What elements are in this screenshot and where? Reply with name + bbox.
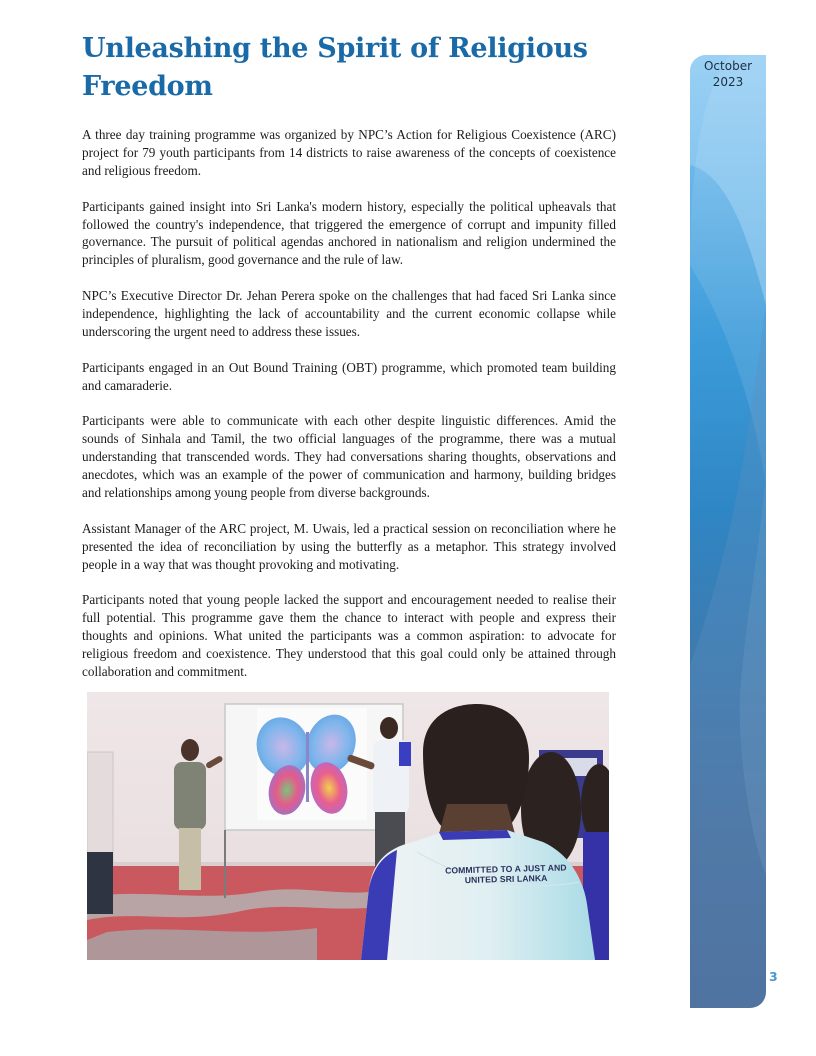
paragraph-obt: Participants engaged in an Out Bound Training (OBT) programme, which promoted team building and camaraderie. [82, 359, 616, 393]
paragraph-communication: Participants were able to communicate with each other despite linguistic differences. Amid the sounds of Sinhala and Tamil, the two official languages of the programme, there was a mutual understanding that transcended words. They had conversations sharing thoughts, observations and anecdotes, which was an example of the power of communication and harmony, building bridges and relationships among young people from diverse backgrounds. [82, 413, 616, 501]
training-session-photo [87, 692, 609, 960]
paragraph-conclusion: Participants noted that young people lacked the support and encouragement needed to realise their full potential. This programme gave them the chance to interact with people and express their thoughts and opinions. What united the participants was a common aspiration: to advocate for religious freedom and coexistence. They understood that this goal could only be attained through collaboration and commitment. [82, 592, 616, 680]
date-sidebar [690, 55, 766, 1008]
paragraph-intro: A three day training programme was organized by NPC’s Action for Religious Coexistence (ARC) project for 79 youth participants from 14 districts to raise awareness of the concepts of coexistence and religious freedom. [82, 127, 616, 178]
shirt-slogan-line-2: UNITED SRI LANKA [464, 872, 548, 886]
issue-year: 2023 [712, 75, 744, 89]
article-body [82, 126, 616, 699]
sidebar-wave-decoration [690, 55, 766, 1008]
issue-date [690, 58, 766, 90]
paragraph-reconciliation-session: Assistant Manager of the ARC project, M. Uwais, led a practical session on reconciliation where he presented the idea of reconciliation by using the butterfly as a metaphor. This strategy involved people in a way that was thought provoking and motivating. [82, 520, 616, 572]
issue-month: October [703, 59, 753, 73]
shirt-slogan-line-1: COMMITTED TO A JUST AND [445, 862, 567, 876]
article-title: Unleashing the Spirit of Religious Freedom [82, 33, 588, 102]
page-number: 3 [769, 969, 778, 984]
photo-illustration [87, 692, 609, 960]
paragraph-history: Participants gained insight into Sri Lanka's modern history, especially the political upheavals that followed the country's independence, that triggered the emergence of corrupt and impunity filled governance. The pursuit of political agendas anchored in nationalism and religion undermined the principles of pluralism, good governance and the rule of law. [82, 198, 616, 268]
paragraph-executive-director: NPC’s Executive Director Dr. Jehan Perera spoke on the challenges that had faced Sri Lanka since independence, highlighting the lack of accountability and the current economic collapse while underscoring the urgent need to address these issues. [82, 288, 616, 339]
